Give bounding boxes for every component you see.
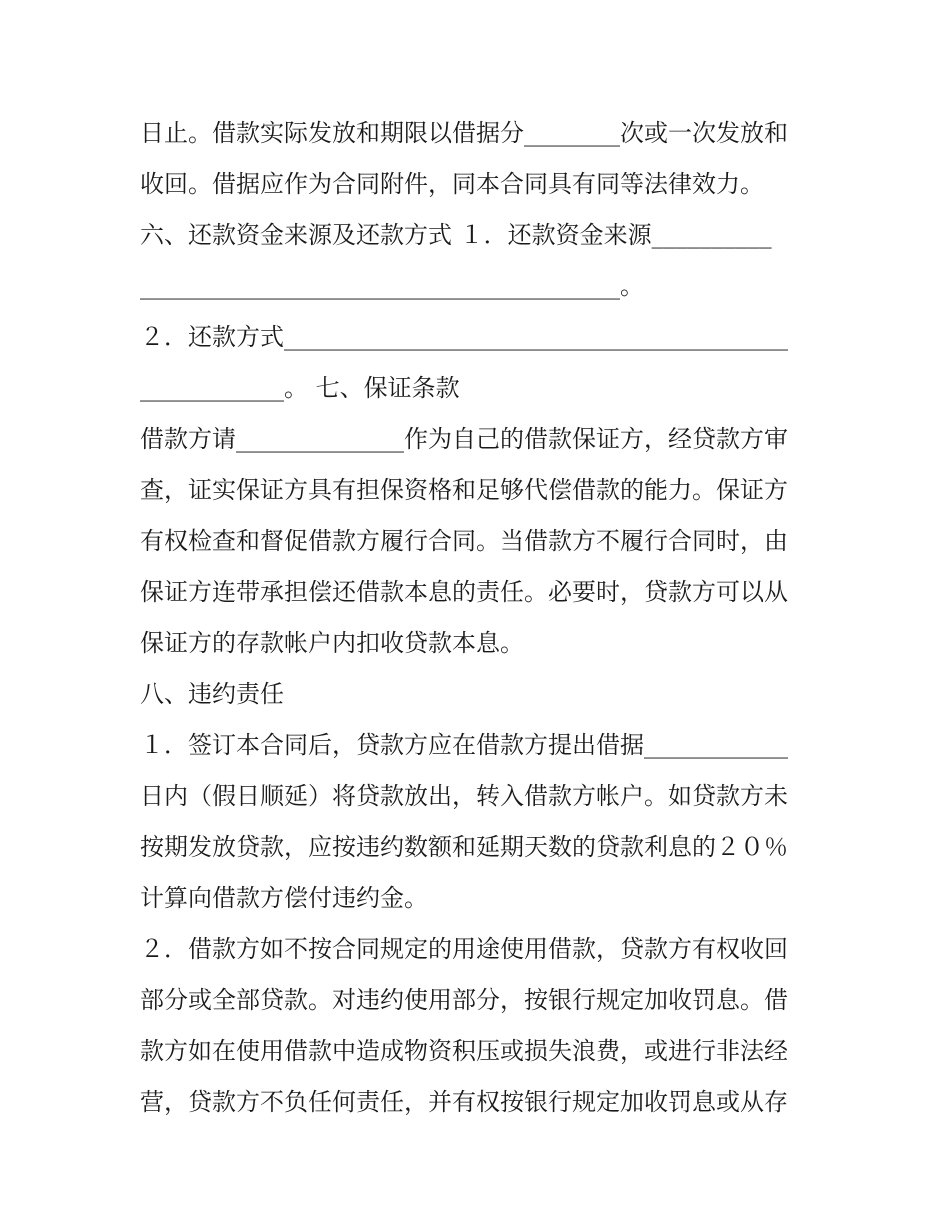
text-line: 借款方请______________作为自己的借款保证方，经贷款方审 [140, 425, 788, 453]
text-line: ２．还款方式__________________________________________ [140, 323, 788, 351]
text-line: 保证方的存款帐户内扣收贷款本息。 [140, 629, 524, 657]
section-heading-repayment: 六、还款资金来源及还款方式 １．还款资金来源__________ [140, 221, 772, 249]
text-line: 按期发放贷款，应按违约数额和延期天数的贷款利息的２０％ [140, 833, 788, 861]
contract-text-block [140, 108, 812, 1128]
text-line: 保证方连带承担偿还借款本息的责任。必要时，贷款方可以从 [140, 578, 788, 606]
section-heading-guarantee: ____________。 七、保证条款 [140, 374, 460, 402]
text-line: 有权检查和督促借款方履行合同。当借款方不履行合同时，由 [140, 527, 788, 555]
text-line: ２．借款方如不按合同规定的用途使用借款，贷款方有权收回 [140, 935, 788, 963]
text-line: 计算向借款方偿付违约金。 [140, 884, 428, 912]
section-heading-breach: 八、违约责任 [140, 680, 284, 708]
text-line: ________________________________________。 [140, 272, 644, 300]
text-line: 部分或全部贷款。对违约使用部分，按银行规定加收罚息。借 [140, 986, 788, 1014]
text-line: １．签订本合同后，贷款方应在借款方提出借据____________ [140, 731, 788, 759]
text-line: 日止。借款实际发放和期限以借据分________次或一次发放和 [140, 119, 788, 147]
text-line: 日内（假日顺延）将贷款放出，转入借款方帐户。如贷款方未 [140, 782, 788, 810]
text-line: 营，贷款方不负任何责任，并有权按银行规定加收罚息或从存 [140, 1088, 788, 1116]
text-line: 收回。借据应作为合同附件，同本合同具有同等法律效力。 [140, 170, 764, 198]
text-line: 款方如在使用借款中造成物资积压或损失浪费，或进行非法经 [140, 1037, 788, 1065]
text-line: 查，证实保证方具有担保资格和足够代偿借款的能力。保证方 [140, 476, 788, 504]
